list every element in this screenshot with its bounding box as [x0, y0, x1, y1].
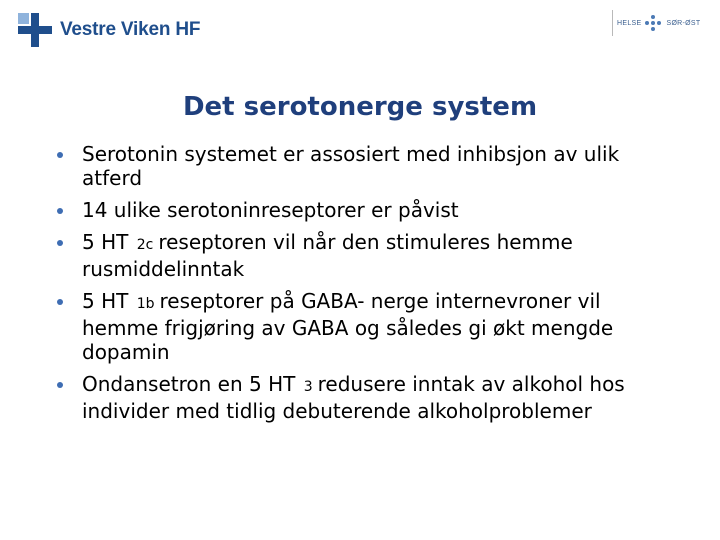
dots-logo-icon [645, 15, 662, 32]
bullet-list [55, 142, 675, 423]
bullet-item [55, 198, 675, 222]
cross-logo-icon [18, 13, 52, 47]
bullet-item [55, 142, 675, 190]
helse-sor-ost-logo [612, 10, 710, 36]
bullet-dot-icon [57, 299, 63, 305]
bullet-dot-icon [57, 382, 63, 388]
bullet-text-post: reseptorer på GABA- nerge internevroner vil hemme frigjøring av GABA og således gi økt mengde dopamin [82, 289, 614, 364]
bullet-text: Serotonin systemet er assosiert med inhibsjon av ulik atferd [82, 142, 620, 190]
receptor-subscript: 1b [136, 296, 155, 312]
vestre-viken-logo [18, 12, 200, 48]
bullet-text-pre: 5 HT [82, 289, 129, 313]
bullet-item [55, 289, 675, 364]
bullet-dot-icon [57, 152, 63, 158]
bullet-item [55, 230, 675, 281]
bullet-text-pre: 5 HT [82, 230, 129, 254]
bullet-item [55, 372, 675, 423]
receptor-subscript: 3 [303, 379, 313, 395]
partner-name-left: HELSE [617, 19, 642, 27]
bullet-text-post: reseptoren vil når den stimuleres hemme rusmiddelinntak [82, 230, 573, 281]
bullet-dot-icon [57, 240, 63, 246]
partner-name-right: SØR-ØST [666, 19, 701, 27]
bullet-dot-icon [57, 208, 63, 214]
receptor-subscript: 2c [136, 237, 154, 253]
bullet-text: 14 ulike serotoninreseptorer er påvist [82, 198, 459, 222]
slide-title: Det serotonerge system [182, 92, 538, 122]
org-name: Vestre Viken HF [60, 19, 201, 40]
bullet-text-pre: Ondansetron en 5 HT [82, 372, 296, 396]
bullet-text-post: redusere inntak av alkohol hos individer med tidlig debuterende alkoholproblemer [82, 372, 625, 423]
